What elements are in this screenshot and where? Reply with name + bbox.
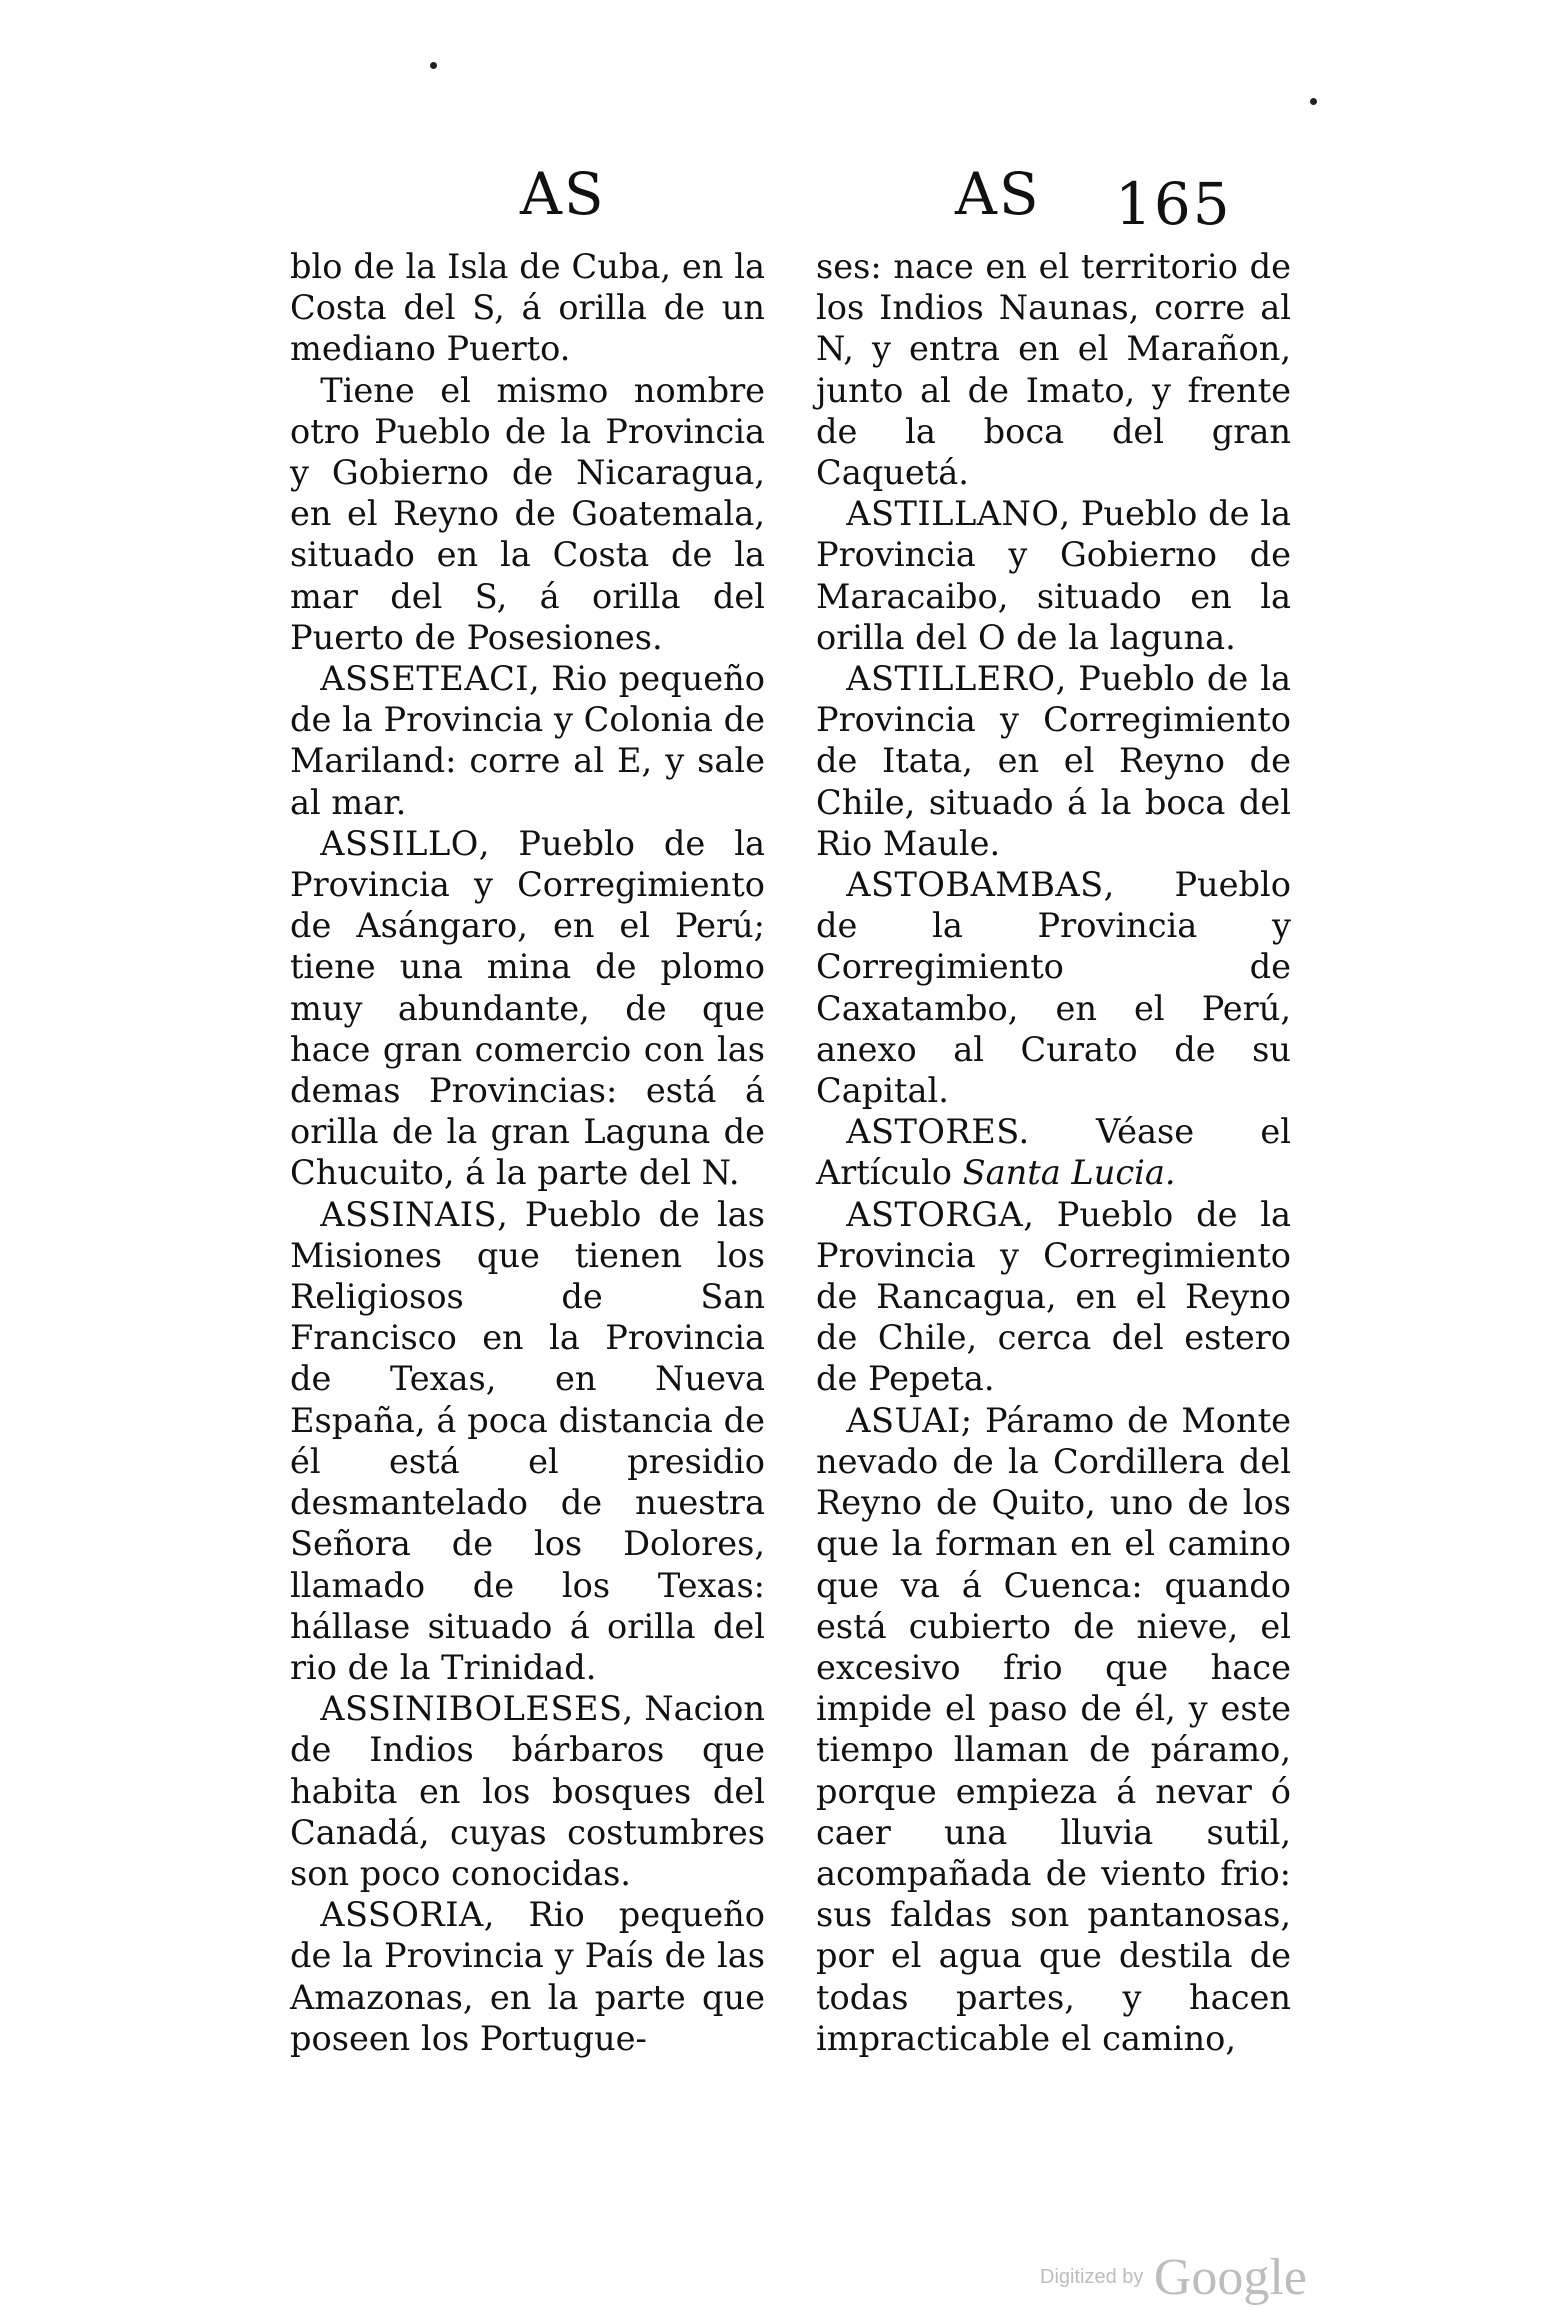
entry-headword: ASUAI [846, 1400, 961, 1440]
watermark-brand: Google [1153, 2249, 1307, 2306]
ink-speck [430, 62, 437, 69]
entry-text: , Pueblo de las Misiones que tienen los Religiosos de San Francisco en la Provincia de Texas, en Nueva España, á poca distancia de él está el presidio desmantelado de nuestra Señora de los Dolores, llamado de los Texas: hállase situado á orilla del rio de la Trinidad. [290, 1194, 765, 1687]
page-number: 165 [1115, 170, 1232, 238]
dictionary-entry [290, 658, 765, 823]
entry-text: , Pueblo de la Provincia y Corregimiento de Caxatambo, en el Perú, anexo al Curato de su Capital. [816, 865, 1291, 1111]
entry-headword: ASSORIA [320, 1895, 484, 1935]
entry-text: , Pueblo de la Provincia y Corregimiento de Rancagua, en el Reyno de Chile, cerca del estero de Pepeta. [816, 1194, 1291, 1399]
entry-text: , Nacion de Indios bárbaros que habita en los bosques del Canadá, cuyas costumbres son poco conocidas. [290, 1689, 765, 1893]
entry-headword: ASTILLANO [846, 494, 1060, 534]
entry-headword: ASTILLERO [846, 659, 1056, 699]
dictionary-entry [290, 823, 765, 1194]
watermark-prefix: Digitized by [1040, 2266, 1144, 2288]
entry-headword: ASTOBAMBAS [846, 865, 1104, 905]
entry-text: Véase el Artículo [816, 1112, 1291, 1193]
entry-text: ses: nace en el territorio de los Indios Naunas, corre al N, y entra en el Marañon, junto al de Imato, y frente de la boca del gran Caquetá. [816, 247, 1291, 493]
running-header-right: AS [955, 160, 1041, 228]
dictionary-entry [816, 493, 1291, 658]
entry-headword: ASTORGA [846, 1194, 1024, 1234]
dictionary-entry [816, 1400, 1291, 2059]
entry-cross-reference: Santa Lucia. [962, 1153, 1176, 1193]
entry-text: Tiene el mismo nombre otro Pueblo de la Provincia y Gobierno de Nicaragua, en el Reyno de Goatemala, situado en la Costa de la mar del S, á orilla del Puerto de Posesiones. [290, 370, 765, 657]
dictionary-entry [816, 864, 1291, 1111]
dictionary-entry [816, 246, 1291, 493]
dictionary-entry [290, 1194, 765, 1688]
entry-headword: ASTORES. [846, 1112, 1030, 1152]
dictionary-entry [816, 1111, 1291, 1193]
entry-text: blo de la Isla de Cuba, en la Costa del S, á orilla de un mediano Puerto. [290, 247, 765, 369]
entry-text: , Pueblo de la Provincia y Corregimiento de Itata, en el Reyno de Chile, situado á la boca del Rio Maule. [816, 659, 1291, 863]
left-column [290, 246, 765, 2059]
entry-text: , Pueblo de la Provincia y Corregimiento de Asángaro, en el Perú; tiene una mina de plomo muy abundante, de que hace gran comercio con las demas Provincias: está á orilla de la gran Laguna de Chucuito, á la parte del N. [290, 823, 765, 1193]
ink-speck [1310, 98, 1317, 105]
dictionary-entry [816, 658, 1291, 864]
entry-text: ; Páramo de Monte nevado de la Cordillera del Reyno de Quito, uno de los que la forman en el camino que va á Cuenca: quando está cubierto de nieve, el excesivo frio que hace impide el paso de él, y este tiempo llaman de páramo, porque empieza á nevar ó caer una lluvia sutil, acompañada de viento frio: sus faldas son pantanosas, por el agua que destila de todas partes, y hacen impracticable el camino, [816, 1400, 1291, 2058]
entry-text: , Rio pequeño de la Provincia y Colonia de Mariland: corre al E, y sale al mar. [290, 659, 765, 822]
running-header-left: AS [520, 160, 606, 228]
entry-text: , Pueblo de la Provincia y Gobierno de Maracaibo, situado en la orilla del O de la laguna. [816, 494, 1291, 657]
right-column [816, 246, 1291, 2059]
entry-headword: ASSILLO [320, 823, 479, 863]
dictionary-entry [290, 246, 765, 370]
entry-headword: ASSINIBOLESES [320, 1689, 623, 1729]
dictionary-entry [290, 370, 765, 658]
dictionary-entry [290, 1894, 765, 2059]
dictionary-entry [816, 1194, 1291, 1400]
entry-headword: ASSETEACI [320, 659, 530, 699]
entry-text: , Rio pequeño de la Provincia y País de las Amazonas, en la parte que poseen los Portugue- [290, 1895, 765, 2058]
entry-headword: ASSINAIS [320, 1194, 498, 1234]
dictionary-entry [290, 1688, 765, 1894]
digitized-watermark [1040, 2248, 1307, 2307]
